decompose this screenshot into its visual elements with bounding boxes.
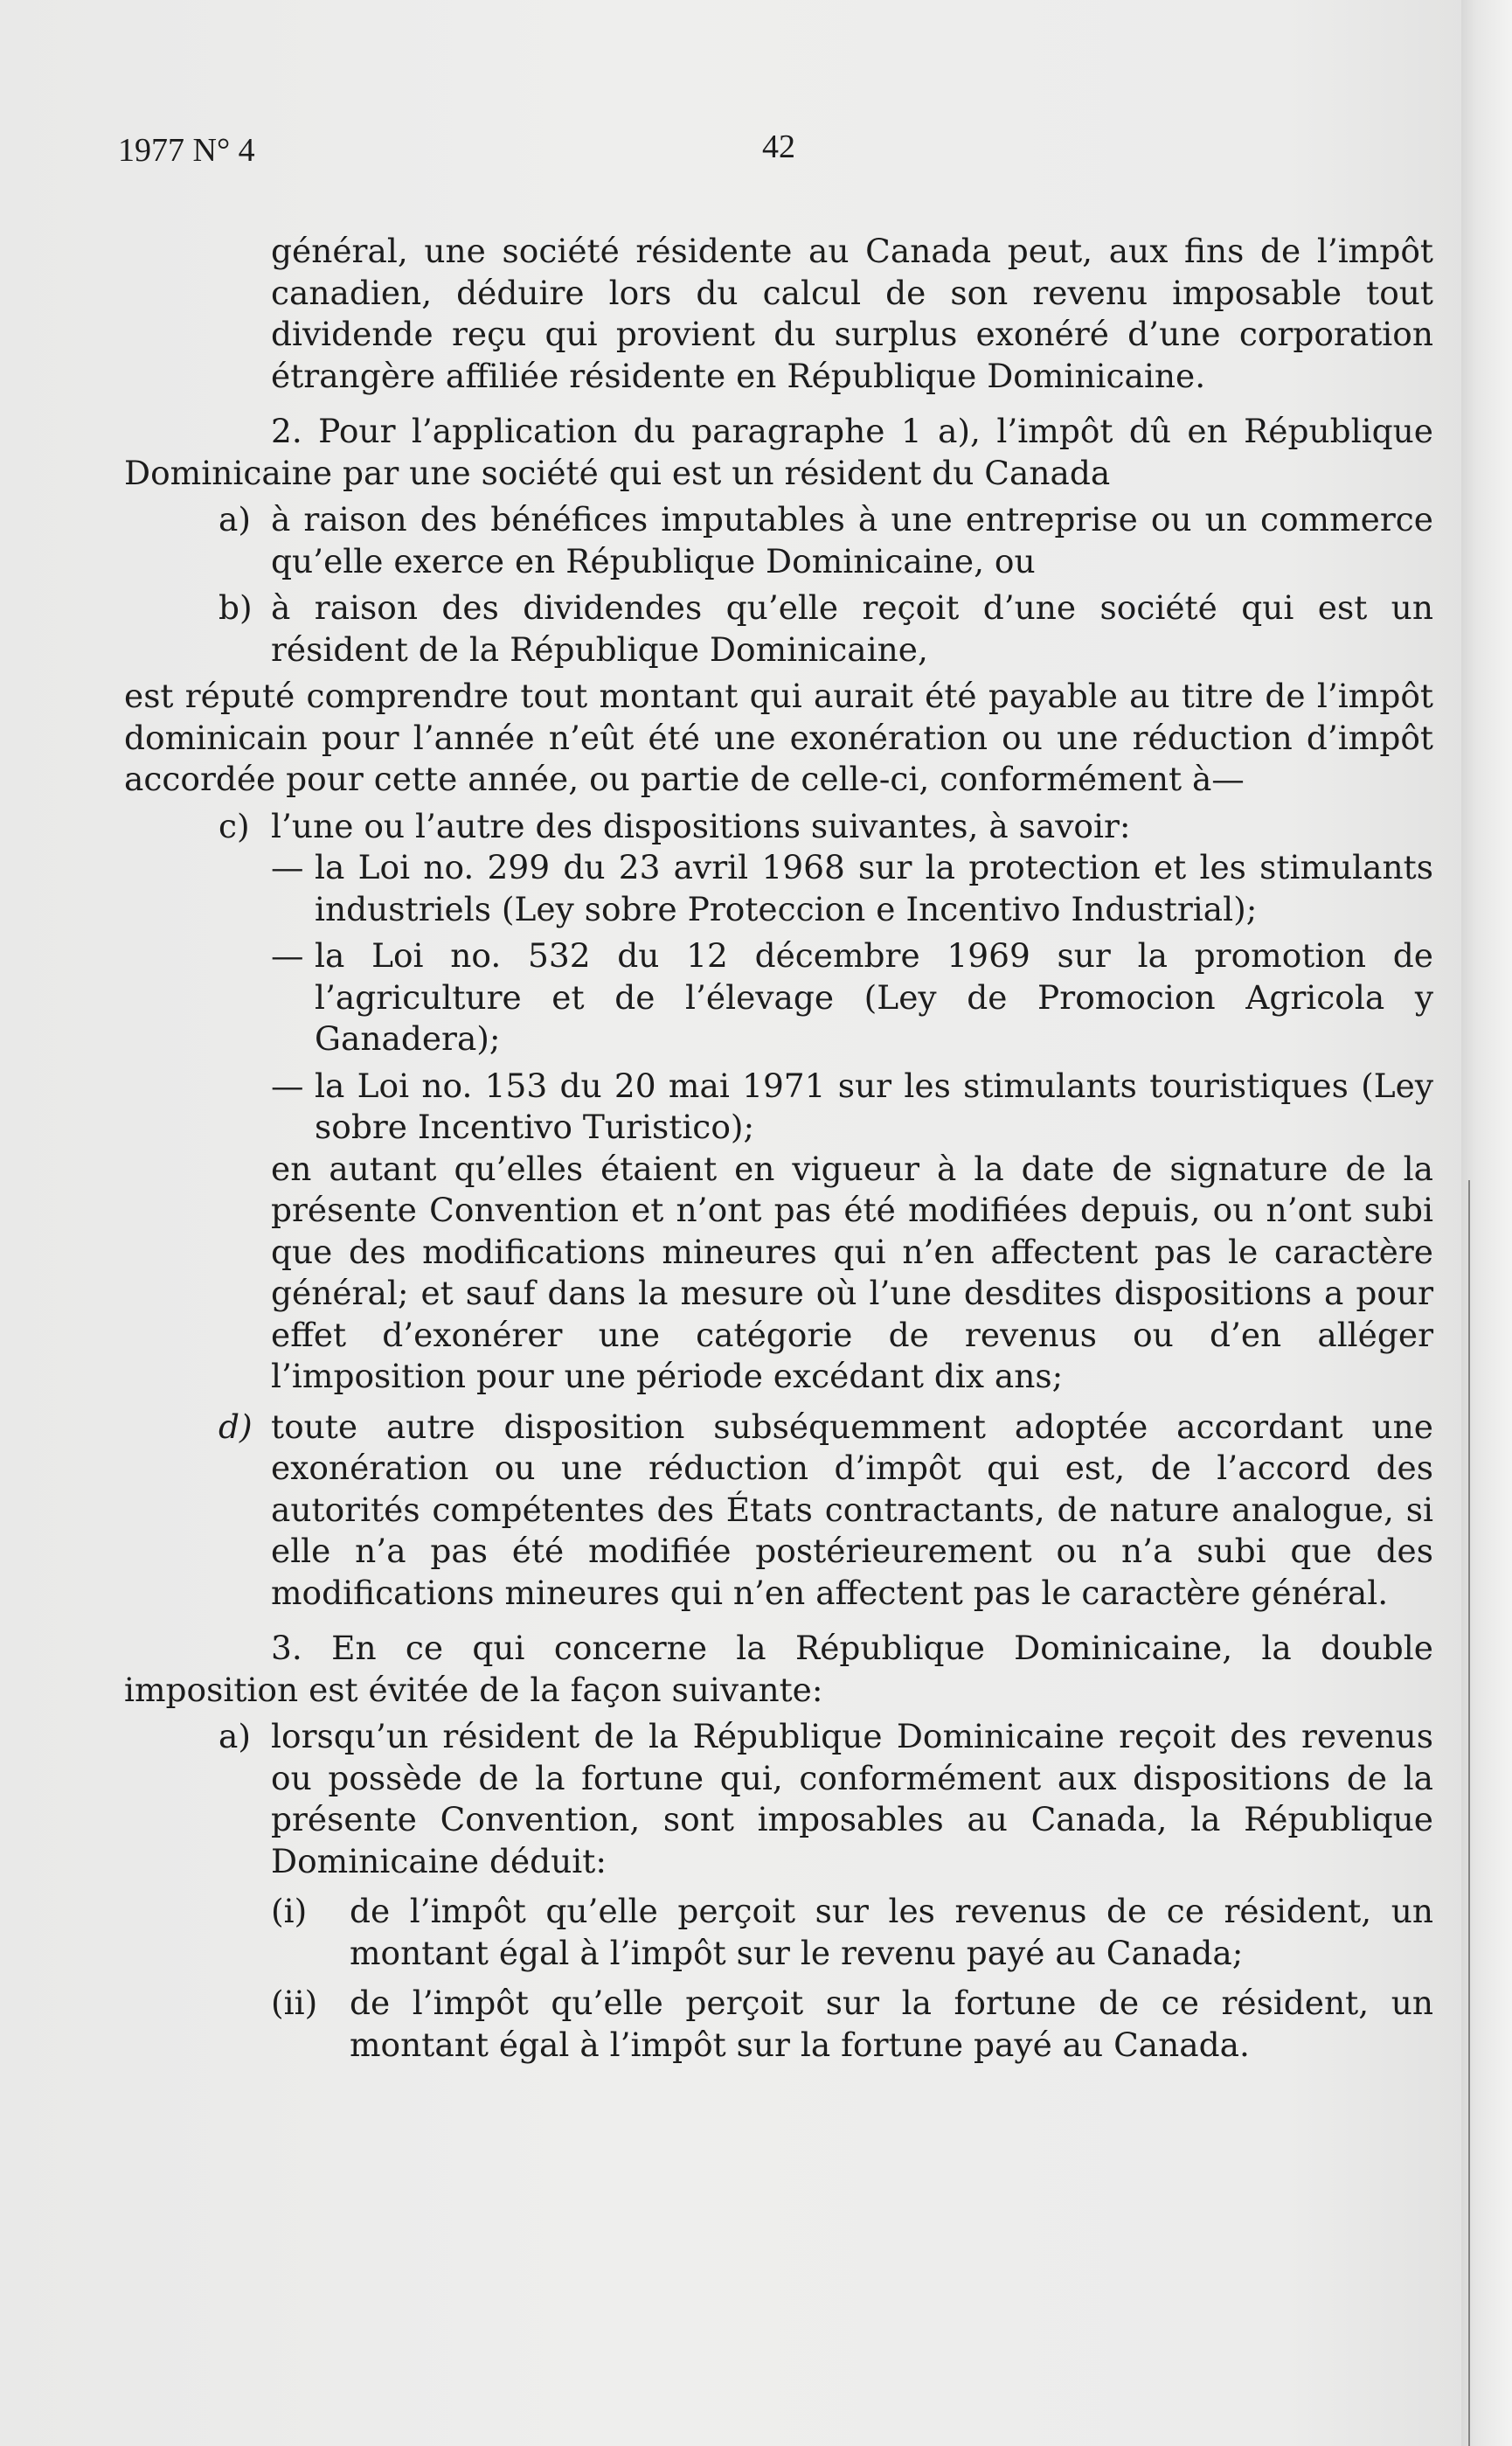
dash-marker: — <box>271 848 304 886</box>
dash-marker: — <box>271 936 304 975</box>
dash-item-1 <box>124 847 1433 930</box>
sub-item-ii <box>124 1983 1433 2066</box>
list-item-d <box>124 1407 1433 1615</box>
paragraph-2-intro: 2. Pour l’application du paragraphe 1 a), l’impôt dû en République Dominicaine par une société qui est un résident du Canada <box>124 412 1433 492</box>
list-label-d <box>218 1407 253 1449</box>
dash-item-text: la Loi no. 299 du 23 avril 1968 sur la protection et les stimulants industriels (Ley sobre Proteccion e Incentivo Industrial); <box>315 848 1433 928</box>
list-item-b <box>124 587 1433 671</box>
list-text-b: à raison des dividendes qu’elle reçoit d’une société qui est un résident de la République Dominicaine, <box>271 588 1433 669</box>
page-edge-line <box>1468 1180 1470 2446</box>
page-header <box>118 131 1464 175</box>
list-item-a <box>124 499 1433 582</box>
list-text-c: l’une ou l’autre des dispositions suivantes, à savoir: <box>271 806 1131 845</box>
sub-label-i: (i) <box>271 1892 308 1930</box>
list-text-a: à raison des bénéfices imputables à une entreprise ou un commerce qu’elle exerce en République Dominicaine, ou <box>271 500 1433 580</box>
list-label-b: b) <box>218 588 253 627</box>
list-item-c <box>124 806 1433 848</box>
dash-marker: — <box>271 1066 304 1105</box>
dash-item-3 <box>124 1066 1433 1149</box>
list-text-d: toute autre disposition subséquemment adoptée accordant une exonération ou une réduction d’impôt qui est, de l’accord des autorités compétentes des États contractants, de nature analogue, si elle n’a pas été modifiée postérieurement ou n’a subi que des modifications mineures qui n’en affectent pas le caractère général. <box>271 1407 1433 1612</box>
law-reference: 1977 N° 4 <box>118 132 255 169</box>
list-item-3a <box>124 1716 1433 1882</box>
list-text-3a: lorsqu’un résident de la République Dominicaine reçoit des revenus ou possède de la fortune qui, conformément aux dispositions de la présente Convention, sont imposables au Canada, la République Dominicaine déduit: <box>271 1717 1433 1880</box>
sub-text-i: de l’impôt qu’elle perçoit sur les revenus de ce résident, un montant égal à l’impôt sur le revenu payé au Canada; <box>350 1892 1433 1972</box>
list-label-d-italic: d) <box>218 1407 253 1446</box>
sub-label-ii: (ii) <box>271 1984 318 2022</box>
list-c-continuation: en autant qu’elles étaient en vigueur à la date de signature de la présente Convention et n’ont pas été modifiées depuis, ou n’ont subi que des modifications mineures qui n’en affectent pas le caractère général; et sauf dans la mesure où l’une desdites dispositions a pour effet d’exonérer une catégorie de revenus ou d’en alléger l’imposition pour une période excédant dix ans; <box>271 1149 1433 1395</box>
article-body <box>124 231 1433 2066</box>
list-label-a: a) <box>218 500 251 539</box>
dash-item-2 <box>124 935 1433 1060</box>
page-number: 42 <box>762 129 795 165</box>
list-label-c: c) <box>218 806 250 845</box>
list-label-3a: a) <box>218 1717 251 1755</box>
dash-item-text: la Loi no. 153 du 20 mai 1971 sur les stimulants touristiques (Ley sobre Incentivo Turistico); <box>315 1066 1433 1146</box>
sub-text-ii: de l’impôt qu’elle perçoit sur la fortune de ce résident, un montant égal à l’impôt sur la fortune payé au Canada. <box>350 1984 1433 2064</box>
sub-item-i <box>124 1891 1433 1974</box>
dash-item-text: la Loi no. 532 du 12 décembre 1969 sur la promotion de l’agriculture et de l’élevage (Ley de Promocion Agricola y Ganadera); <box>315 936 1433 1058</box>
paragraph-2-continuation: est réputé comprendre tout montant qui aurait été payable au titre de l’impôt dominicain pour l’année n’eût été une exonération ou une réduction d’impôt accordée pour cette année, ou partie de celle-ci, conformément à— <box>124 677 1433 798</box>
paragraph-1-continuation: général, une société résidente au Canada peut, aux fins de l’impôt canadien, déduire lors du calcul de son revenu imposable tout dividende reçu qui provient du surplus exonéré d’une corporation étrangère affiliée résidente en République Dominicaine. <box>271 232 1433 395</box>
paragraph-3-intro: 3. En ce qui concerne la République Dominicaine, la double imposition est évitée de la façon suivante: <box>124 1629 1433 1709</box>
